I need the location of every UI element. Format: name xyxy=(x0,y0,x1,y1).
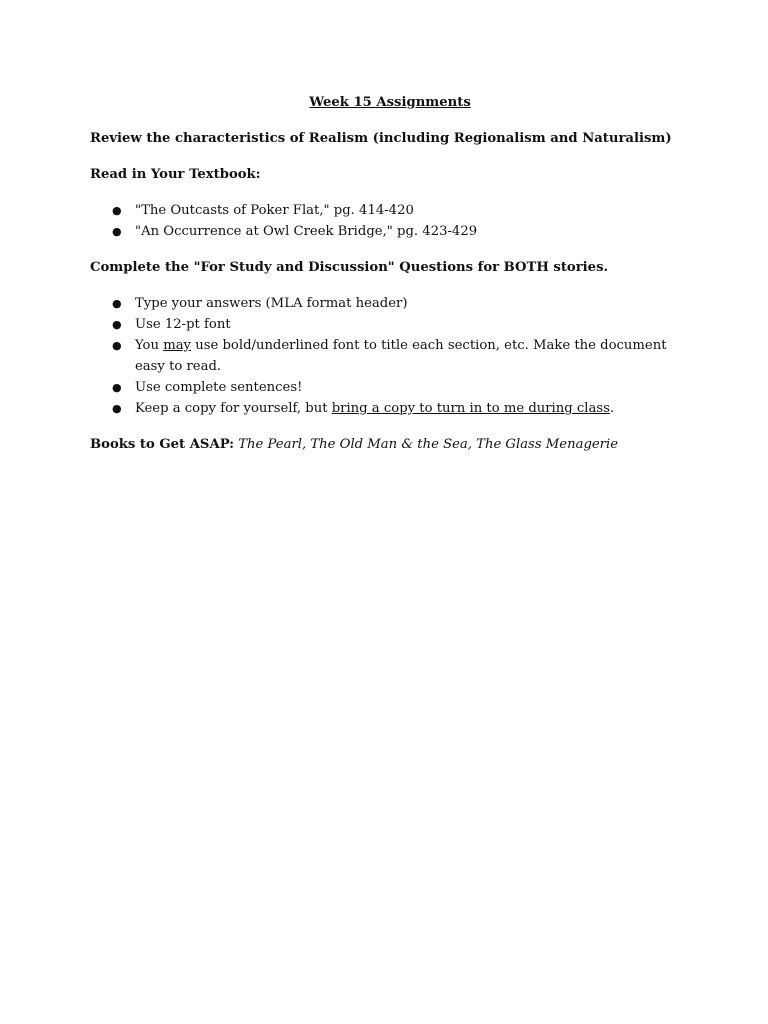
list-item xyxy=(90,314,690,335)
reading-list xyxy=(90,200,690,242)
instruction-list xyxy=(90,293,690,419)
bullet-icon: ● xyxy=(112,318,122,331)
instruction-text-pre: You xyxy=(135,338,164,353)
instruction-text-pre: Keep a copy for yourself, but xyxy=(135,401,332,416)
books-label: Books to Get ASAP: xyxy=(90,437,235,452)
books-titles: The Pearl, The Old Man & the Sea, The Glass Menagerie xyxy=(234,437,619,452)
bullet-icon: ● xyxy=(112,381,122,394)
instruction-text-post: . xyxy=(609,401,615,416)
reading-item-text: "The Outcasts of Poker Flat," pg. 414-420 xyxy=(135,203,414,218)
bullet-icon: ● xyxy=(112,339,122,352)
list-item xyxy=(90,398,690,419)
reading-item-text: "An Occurrence at Owl Creek Bridge," pg. 423-429 xyxy=(135,224,478,239)
list-item xyxy=(90,293,690,314)
review-heading: Review the characteristics of Realism (including Regionalism and Naturalism) xyxy=(90,131,672,146)
list-item xyxy=(90,335,690,377)
instruction-text: Use complete sentences! xyxy=(135,380,303,395)
instruction-emphasis: bring a copy to turn in to me during class xyxy=(331,401,610,416)
bullet-icon: ● xyxy=(112,225,122,238)
list-item xyxy=(90,377,690,398)
list-item xyxy=(90,200,690,221)
books-line xyxy=(90,434,690,455)
instruction-text-post: use bold/underlined font to title each section, etc. Make the document easy to read. xyxy=(135,338,667,374)
bullet-icon: ● xyxy=(112,204,122,217)
list-item xyxy=(90,221,690,242)
instruction-text: Use 12-pt font xyxy=(135,317,231,332)
bullet-icon: ● xyxy=(112,402,122,415)
instruction-text: Type your answers (MLA format header) xyxy=(135,296,408,311)
page-title: Week 15 Assignments xyxy=(309,95,471,110)
bullet-icon: ● xyxy=(112,297,122,310)
document-body xyxy=(90,92,690,470)
instruction-emphasis: may xyxy=(163,338,192,353)
read-heading: Read in Your Textbook: xyxy=(90,167,261,182)
complete-heading: Complete the "For Study and Discussion" Questions for BOTH stories. xyxy=(90,260,609,275)
